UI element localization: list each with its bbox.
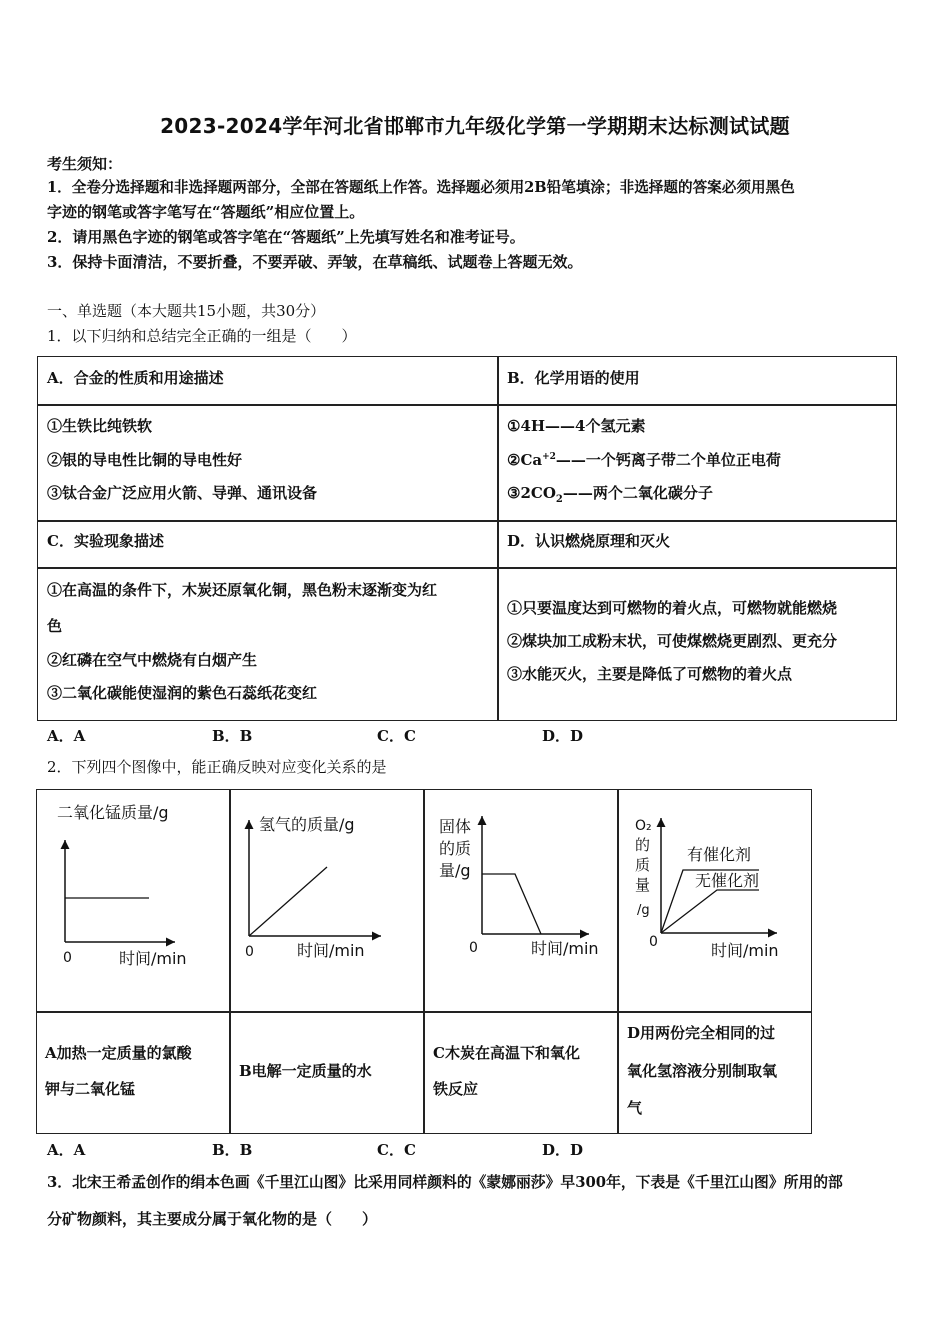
q1-d-item-3: ③水能灭火，主要是降低了可燃物的着火点 — [507, 665, 793, 683]
q1-stem: 1．以下归纳和总结完全正确的一组是（ ） — [47, 327, 357, 345]
graph-b-ylabel: 氢气的质量/g — [259, 815, 355, 834]
q1-c-item-3: ③二氧化碳能使湿润的紫色石蕊纸花变红 — [47, 684, 318, 702]
page-title: 2023-2024学年河北省邯郸市九年级化学第一学期期末达标测试试题 — [160, 114, 790, 138]
q2-a-desc-2: 钾与二氧化锰 — [45, 1080, 136, 1098]
q1-table-divider-h2 — [37, 520, 897, 522]
graph-d-ylabel-3: 质 — [635, 856, 651, 874]
q1-a-item-2: ②银的导电性比铜的导电性好 — [47, 451, 243, 469]
q2-divider-h — [36, 1011, 812, 1013]
q1-a-item-3: ③钛合金广泛应用火箭、导弹、通讯设备 — [47, 484, 318, 502]
graph-a-ylabel: 二氧化锰质量/g — [57, 803, 169, 822]
q1-table-divider-h3 — [37, 567, 897, 569]
q1-d-heading: D．认识燃烧原理和灭火 — [507, 532, 671, 550]
graph-d — [619, 790, 811, 1010]
notice-heading: 考生须知： — [47, 155, 123, 173]
q2-option-c[interactable]: C．C — [377, 1141, 416, 1159]
graph-d-ylabel-5: /g — [637, 903, 650, 918]
graph-b-line — [249, 867, 327, 936]
graph-c-ylabel-2: 的质 — [439, 839, 472, 858]
q2-c-desc-2: 铁反应 — [433, 1080, 479, 1098]
q2-d-desc-2: 氧化氢溶液分别制取氧 — [627, 1062, 778, 1080]
graph-d-xlabel: 时间/min — [711, 941, 779, 960]
graph-d-ylabel-4: 量 — [635, 876, 651, 894]
graph-b-origin: 0 — [245, 944, 254, 960]
section-heading: 一、单选题（本大题共15小题，共30分） — [47, 302, 326, 320]
graph-d-origin: 0 — [649, 934, 658, 950]
graph-a-origin: 0 — [63, 950, 72, 966]
notice-line-3: 3．保持卡面清洁，不要折叠，不要弄破、弄皱，在草稿纸、试题卷上答题无效。 — [47, 253, 583, 271]
q1-c-item-2: ②红磷在空气中燃烧有白烟产生 — [47, 651, 258, 669]
graph-c-ylabel-1: 固体 — [439, 817, 472, 836]
notice-line-1: 1．全卷分选择题和非选择题两部分，全部在答题纸上作答。选择题必须用2B铅笔填涂；非选择题的答案必须用黑色 — [47, 179, 795, 196]
q1-b-item-3: $③2CO_2——$两个二氧化碳分子 — [507, 484, 713, 505]
graph-c-origin: 0 — [469, 940, 478, 956]
q1-option-d[interactable]: D．D — [542, 727, 584, 745]
q1-a-item-1: ①生铁比纯铁软 — [47, 417, 153, 435]
q1-table-divider-v — [497, 356, 499, 721]
q2-d-desc-3: 气 — [627, 1099, 643, 1117]
q1-c-item-1b: 色 — [47, 617, 63, 635]
q1-d-item-1: ①只要温度达到可燃物的着火点，可燃物就能燃烧 — [507, 599, 838, 617]
q2-d-desc-1: D用两份完全相同的过 — [627, 1024, 776, 1042]
q1-option-c[interactable]: C．C — [377, 727, 416, 745]
graph-b-xlabel: 时间/min — [297, 941, 365, 960]
graph-c — [425, 790, 617, 1010]
graph-a — [37, 790, 229, 1010]
q2-a-desc-1: A加热一定质量的氯酸 — [45, 1044, 192, 1062]
graph-b — [231, 790, 423, 1010]
q1-table-divider-h1 — [37, 404, 897, 406]
q1-c-heading: C．实验现象描述 — [47, 532, 164, 550]
q1-d-item-2: ②煤块加工成粉末状，可使煤燃烧更剧烈、更充分 — [507, 632, 838, 650]
q2-c-desc-1: C木炭在高温下和氧化 — [433, 1044, 580, 1062]
q1-b-heading: B．化学用语的使用 — [507, 369, 640, 387]
graph-c-line — [482, 874, 541, 934]
graph-c-xlabel: 时间/min — [531, 939, 599, 958]
q1-c-item-1: ①在高温的条件下，木炭还原氧化铜，黑色粉末逐渐变为红 — [47, 581, 438, 599]
graph-c-ylabel-3: 量/g — [439, 861, 471, 880]
graph-d-curve-2-label: 无催化剂 — [695, 871, 760, 890]
graph-d-curve-1-label: 有催化剂 — [687, 845, 752, 864]
q2-option-d[interactable]: D．D — [542, 1141, 584, 1159]
q3-stem-line-2: 分矿物颜料，其主要成分属于氧化物的是（ ） — [47, 1210, 378, 1228]
graph-d-curve-no-catalyst — [661, 890, 759, 933]
notice-line-2: 2．请用黑色字迹的钢笔或答字笔在“答题纸”上先填写姓名和准考证号。 — [47, 228, 525, 246]
notice-line-1b: 字迹的钢笔或答字笔写在“答题纸”相应位置上。 — [47, 203, 365, 221]
q2-option-a[interactable]: A．A — [47, 1141, 86, 1159]
graph-a-xlabel: 时间/min — [119, 949, 187, 968]
q1-a-heading: A．合金的性质和用途描述 — [47, 369, 224, 387]
q2-b-desc: B电解一定质量的水 — [239, 1062, 372, 1080]
q1-option-b[interactable]: B．B — [212, 727, 253, 745]
q1-option-a[interactable]: A．A — [47, 727, 86, 745]
q2-stem: 2．下列四个图像中，能正确反映对应变化关系的是 — [47, 758, 387, 776]
graph-d-ylabel-1: O₂ — [635, 818, 652, 834]
q2-option-b[interactable]: B．B — [212, 1141, 253, 1159]
q1-b-item-2: $②Ca^{+2}——$一个钙离子带二个单位正电荷 — [507, 451, 781, 469]
graph-d-ylabel-2: 的 — [635, 836, 651, 854]
q1-b-item-1: ①4H——4个氢元素 — [507, 417, 646, 435]
q3-stem-line-1: 3．北宋王希孟创作的绢本色画《千里江山图》比采用同样颜料的《蒙娜丽莎》早300年，下表是《千里江山图》所用的部 — [47, 1174, 843, 1191]
